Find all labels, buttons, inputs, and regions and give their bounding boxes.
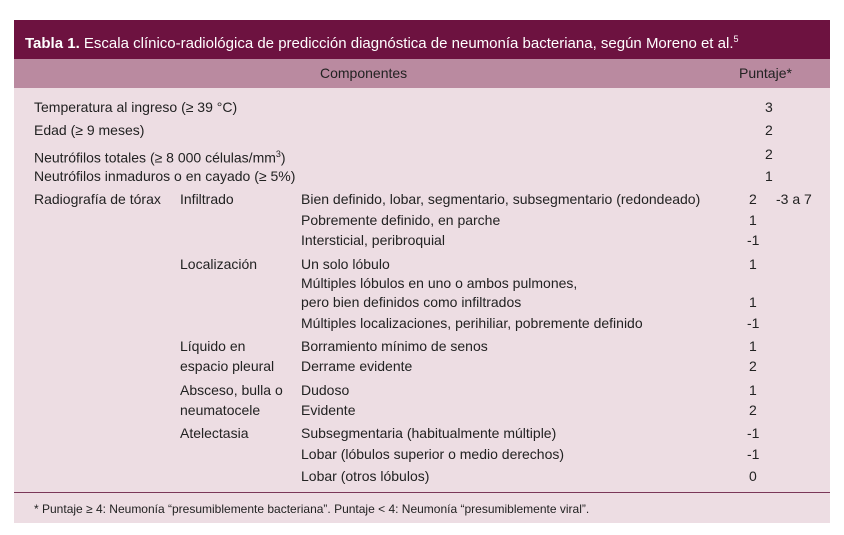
row-label: Temperatura al ingreso (≥ 39 °C) — [34, 99, 238, 115]
row-label-main: Neutrófilos totales (≥ 8 000 células/mm — [34, 149, 276, 166]
group-name: Infiltrado — [180, 191, 234, 207]
row-label: Edad (≥ 9 meses) — [34, 122, 145, 138]
item-text: Evidente — [301, 402, 356, 418]
group-name: Líquido en — [180, 338, 246, 354]
table-label: Tabla 1. — [25, 35, 80, 52]
row-label-sup: 3 — [275, 149, 281, 159]
item-score: 1 — [749, 338, 757, 354]
table-title — [14, 20, 830, 59]
row-label — [34, 144, 286, 168]
header-puntaje: Puntaje* — [739, 65, 792, 81]
item-score: 1 — [749, 212, 757, 228]
item-text: Dudoso — [301, 382, 350, 398]
footnote: * Puntaje ≥ 4: Neumonía “presumiblemente bacteriana”. Puntaje < 4: Neumonía “presumiblemente viral”. — [34, 502, 590, 516]
item-score: -1 — [747, 425, 760, 441]
group-name: espacio pleural — [180, 358, 275, 374]
item-text: Pobremente definido, en parche — [301, 212, 501, 228]
item-score: 2 — [749, 358, 757, 374]
row-score: 1 — [765, 168, 773, 184]
group-name: Absceso, bulla o — [180, 382, 283, 398]
item-text: Subsegmentaria (habitualmente múltiple) — [301, 425, 557, 441]
footnote-divider — [14, 492, 830, 493]
item-score: -1 — [747, 446, 760, 462]
row-score: 3 — [765, 99, 773, 115]
item-text: Intersticial, peribroquial — [301, 232, 445, 248]
group-name: Localización — [180, 256, 258, 272]
item-text: Múltiples localizaciones, perihiliar, pobremente definido — [301, 315, 643, 331]
row-label-end: ) — [280, 149, 286, 166]
group-name: Atelectasia — [180, 425, 249, 441]
item-score: 2 — [749, 191, 757, 207]
item-score: -1 — [747, 315, 760, 331]
group-name: neumatocele — [180, 402, 261, 418]
item-score: 1 — [749, 382, 757, 398]
item-score: 1 — [749, 256, 757, 272]
item-score: 0 — [749, 468, 757, 484]
item-text: pero bien definidos como infiltrados — [301, 294, 522, 310]
item-score: 2 — [749, 402, 757, 418]
item-text: Derrame evidente — [301, 358, 413, 374]
table-title-ref: 5 — [733, 34, 739, 44]
row-score: 2 — [765, 146, 773, 162]
header-componentes: Componentes — [320, 65, 408, 81]
item-text: Lobar (otros lóbulos) — [301, 468, 430, 484]
item-text: Borramiento mínimo de senos — [301, 338, 488, 354]
item-text: Múltiples lóbulos en uno o ambos pulmones, — [301, 275, 578, 291]
table-card — [14, 20, 830, 523]
item-text: Lobar (lóbulos superior o medio derechos) — [301, 446, 565, 462]
radiografia-range: -3 a 7 — [776, 191, 812, 207]
row-label: Neutrófilos inmaduros o en cayado (≥ 5%) — [34, 168, 296, 184]
column-header — [14, 59, 830, 88]
table-title-text: Escala clínico-radiológica de predicción diagnóstica de neumonía bacteriana, según Moreno et al. — [83, 35, 734, 52]
item-text: Un solo lóbulo — [301, 256, 390, 272]
row-score: 2 — [765, 122, 773, 138]
item-score: 1 — [749, 294, 757, 310]
item-score: -1 — [747, 232, 760, 248]
radiografia-label: Radiografía de tórax — [34, 191, 161, 207]
item-text: Bien definido, lobar, segmentario, subsegmentario (redondeado) — [301, 191, 701, 207]
